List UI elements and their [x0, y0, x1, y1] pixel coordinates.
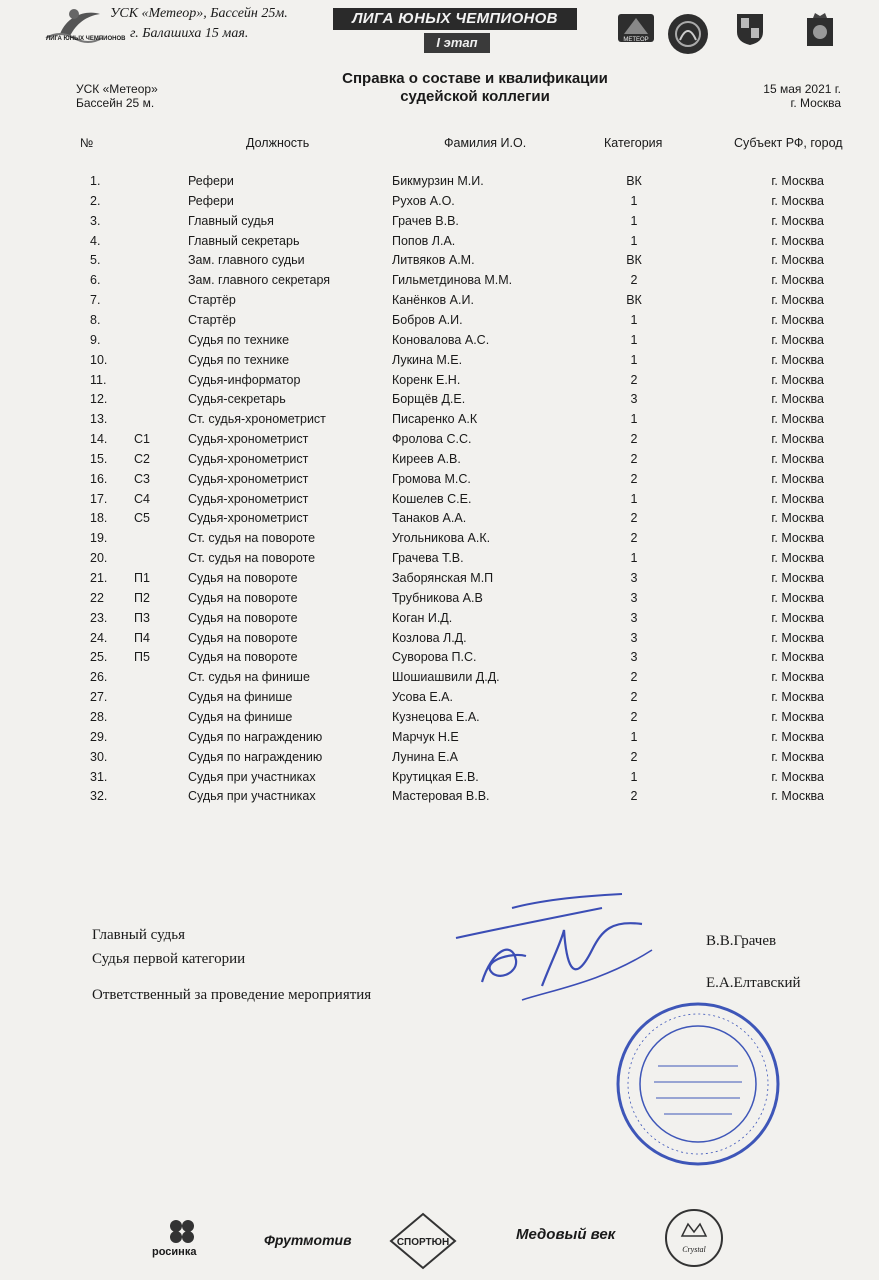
row-city: г. Москва: [771, 571, 824, 585]
row-number: 26.: [90, 670, 108, 685]
row-number: 27.: [90, 690, 108, 705]
row-city: г. Москва: [771, 352, 824, 367]
row-category: 2: [630, 531, 638, 546]
table-row: [0, 290, 879, 310]
row-code: П5: [134, 650, 150, 665]
table-row: [0, 667, 879, 687]
table-row: [0, 747, 879, 767]
row-number: 1.: [90, 174, 101, 188]
row-position: Стартёр: [188, 312, 236, 327]
row-category: ВК: [626, 253, 642, 268]
row-number: 22: [90, 590, 104, 605]
city-coat-of-arms-icon: [735, 12, 765, 46]
document-title-line2: судейской коллегии: [400, 88, 550, 105]
row-number: 18.: [90, 511, 108, 526]
row-name: Коган И.Д.: [392, 610, 453, 625]
row-city: г. Москва: [771, 451, 824, 466]
table-row: [0, 330, 879, 350]
row-number: 11.: [90, 372, 107, 387]
row-position: Судья на повороте: [188, 590, 298, 605]
stage-badge: I этап: [424, 33, 490, 53]
league-swimmer-logo-icon: [40, 4, 106, 50]
row-city: г. Москва: [771, 293, 824, 308]
row-position: Судья-хронометрист: [188, 491, 309, 506]
row-city: г. Москва: [771, 551, 824, 566]
table-row: [0, 250, 879, 270]
sponsor-medovy-vek: Медовый век: [516, 1226, 616, 1243]
document-title: [240, 70, 710, 106]
chief-role: [92, 926, 245, 968]
row-name: Заборянская М.П: [392, 571, 494, 585]
row-position: Стартёр: [188, 293, 236, 308]
row-name: Шошиашвили Д.Д.: [392, 670, 500, 685]
row-city: г. Москва: [771, 193, 824, 208]
row-city: г. Москва: [771, 233, 824, 248]
venue-block: [76, 82, 158, 110]
table-row: [0, 469, 879, 489]
row-number: 7.: [90, 293, 101, 308]
row-number: 4.: [90, 233, 101, 248]
header-venue: [110, 4, 288, 44]
row-position: Ст. судья на повороте: [188, 551, 316, 566]
row-city: г. Москва: [771, 213, 824, 228]
row-category: 1: [630, 233, 638, 248]
row-category: 2: [630, 670, 638, 685]
row-name: Коновалова А.С.: [392, 332, 490, 347]
row-name: Козлова Л.Д.: [392, 630, 467, 645]
document-title-line1: Справка о составе и квалификации: [342, 70, 608, 87]
table-row: [0, 727, 879, 747]
row-position: Судья по технике: [188, 332, 290, 347]
row-number: 17.: [90, 491, 108, 506]
row-position: Ст. судья-хронометрист: [188, 412, 326, 427]
table-row: [0, 528, 879, 548]
row-name: Канёнков А.И.: [392, 293, 474, 308]
table-row: [0, 767, 879, 787]
row-number: 31.: [90, 769, 108, 784]
table-row: [0, 628, 879, 648]
official-stamp-icon: [614, 1000, 782, 1168]
row-city: г. Москва: [771, 253, 824, 268]
responsible-role: Ответственный за проведение мероприятия: [92, 987, 372, 1003]
row-name: Бобров А.И.: [392, 312, 463, 327]
row-position: Главный судья: [188, 213, 274, 228]
table-row: [0, 350, 879, 370]
row-name: Писаренко А.К: [392, 412, 478, 427]
row-position: Судья при участниках: [188, 769, 316, 784]
row-code: С1: [134, 432, 150, 447]
row-category: 3: [630, 610, 638, 625]
row-category: 2: [630, 749, 638, 764]
row-number: 30.: [90, 749, 108, 764]
table-row: [0, 370, 879, 390]
row-number: 25.: [90, 650, 108, 665]
row-name: Попов Л.А.: [392, 233, 456, 248]
row-city: г. Москва: [771, 491, 824, 506]
row-position: Судья-хронометрист: [188, 432, 309, 447]
row-code: С4: [134, 491, 150, 506]
responsible-name: Е.А.Елтавский: [706, 975, 801, 991]
column-header-category: Категория: [604, 136, 663, 150]
document-date: 15 мая 2021 г.: [763, 82, 841, 96]
sponsor-rosinka: росинка: [152, 1246, 197, 1258]
row-name: Грачев В.В.: [392, 213, 459, 228]
table-row: [0, 588, 879, 608]
row-position: Судья на финише: [188, 690, 293, 705]
row-city: г. Москва: [771, 531, 824, 546]
row-position: Судья-хронометрист: [188, 451, 309, 466]
chief-role-line1: Главный судья: [92, 927, 186, 943]
row-category: 3: [630, 571, 638, 585]
row-number: 23.: [90, 610, 108, 625]
row-position: Судья-хронометрист: [188, 511, 309, 526]
table-row: [0, 231, 879, 251]
league-banner: ЛИГА ЮНЫХ ЧЕМПИОНОВ: [333, 8, 577, 30]
header-venue-line1: УСК «Метеор», Бассейн 25м.: [110, 6, 288, 21]
row-position: Судья-секретарь: [188, 392, 286, 407]
row-position: Зам. главного судьи: [188, 253, 305, 268]
row-city: г. Москва: [771, 590, 824, 605]
meteor-emblem-icon: [616, 12, 656, 44]
row-code: П2: [134, 590, 150, 605]
sponsor-frutmotiv: Фрутмотив: [264, 1232, 352, 1248]
row-city: г. Москва: [771, 312, 824, 327]
row-position: Главный секретарь: [188, 233, 300, 248]
row-name: Крутицкая Е.В.: [392, 769, 479, 784]
row-number: 10.: [90, 352, 108, 367]
row-category: 2: [630, 451, 638, 466]
row-city: г. Москва: [771, 769, 824, 784]
row-city: г. Москва: [771, 273, 824, 288]
table-row: [0, 449, 879, 469]
row-city: г. Москва: [771, 432, 824, 447]
table-row: [0, 191, 879, 211]
row-category: 1: [630, 491, 638, 506]
row-name: Кошелев С.Е.: [392, 491, 472, 506]
table-row: [0, 389, 879, 409]
sportyun-badge-icon: [389, 1212, 457, 1270]
sponsor-crystal: Crystal: [682, 1245, 706, 1254]
row-position: Судья на повороте: [188, 650, 298, 665]
row-city: г. Москва: [771, 392, 824, 407]
row-category: 2: [630, 432, 638, 447]
row-number: 29.: [90, 729, 108, 744]
row-category: 3: [630, 630, 638, 645]
row-position: Ст. судья на повороте: [188, 531, 316, 546]
row-name: Бикмурзин М.И.: [392, 174, 484, 188]
venue-line1: УСК «Метеор»: [76, 82, 158, 96]
row-city: г. Москва: [771, 610, 824, 625]
round-emblem-icon: [666, 12, 710, 56]
row-code: С5: [134, 511, 150, 526]
row-name: Киреев А.В.: [392, 451, 461, 466]
table-row: [0, 508, 879, 528]
row-name: Литвяков А.М.: [392, 253, 475, 268]
row-category: ВК: [626, 174, 642, 188]
row-category: 3: [630, 392, 638, 407]
table-row: [0, 687, 879, 707]
row-name: Мастеровая В.В.: [392, 789, 490, 804]
row-number: 15.: [90, 451, 108, 466]
row-position: Судья-хронометрист: [188, 471, 309, 486]
row-name: Лунина Е.А: [392, 749, 458, 764]
row-number: 5.: [90, 253, 101, 268]
row-category: 3: [630, 650, 638, 665]
row-category: 2: [630, 372, 638, 387]
row-name: Рухов А.О.: [392, 193, 455, 208]
row-name: Угольникова А.К.: [392, 531, 491, 546]
row-number: 3.: [90, 213, 101, 228]
row-city: г. Москва: [771, 749, 824, 764]
row-name: Танаков А.А.: [392, 511, 467, 526]
table-row: [0, 270, 879, 290]
column-header-name: Фамилия И.О.: [444, 136, 527, 150]
row-position: Рефери: [188, 174, 234, 188]
meteor-emblem-label: МЕТЕОР: [623, 37, 649, 43]
row-category: 2: [630, 511, 638, 526]
row-category: 3: [630, 590, 638, 605]
row-number: 6.: [90, 273, 101, 288]
row-position: Судья по награждению: [188, 729, 323, 744]
row-city: г. Москва: [771, 709, 824, 724]
table-row: [0, 647, 879, 667]
row-category: 2: [630, 709, 638, 724]
row-number: 14.: [90, 432, 108, 447]
row-category: 2: [630, 690, 638, 705]
row-city: г. Москва: [771, 412, 824, 427]
row-name: Марчук Н.Е: [392, 729, 459, 744]
document-city: г. Москва: [790, 96, 841, 110]
row-position: Судья при участниках: [188, 789, 316, 804]
row-name: Громова М.С.: [392, 471, 471, 486]
row-code: С2: [134, 451, 150, 466]
row-city: г. Москва: [771, 332, 824, 347]
row-number: 24.: [90, 630, 108, 645]
row-category: 1: [630, 213, 638, 228]
row-name: Усова Е.А.: [392, 690, 453, 705]
table-row: [0, 409, 879, 429]
row-position: Рефери: [188, 193, 234, 208]
row-number: 12.: [90, 392, 108, 407]
row-number: 13.: [90, 412, 108, 427]
row-position: Судья по награждению: [188, 749, 323, 764]
row-category: 1: [630, 332, 638, 347]
row-city: г. Москва: [771, 729, 824, 744]
table-row: [0, 568, 879, 588]
table-row: [0, 211, 879, 231]
table-row: [0, 608, 879, 628]
table-row: [0, 786, 879, 806]
row-category: 2: [630, 273, 638, 288]
row-number: 19.: [90, 531, 108, 546]
handwritten-signature-icon: [452, 890, 662, 1010]
row-city: г. Москва: [771, 690, 824, 705]
row-position: Судья на финише: [188, 709, 293, 724]
row-number: 9.: [90, 332, 101, 347]
row-position: Судья по технике: [188, 352, 290, 367]
row-category: 1: [630, 352, 638, 367]
league-logo-text: ЛИГА ЮНЫХ ЧЕМПИОНОВ: [46, 36, 126, 42]
row-position: Судья на повороте: [188, 571, 298, 585]
row-number: 32.: [90, 789, 108, 804]
row-number: 2.: [90, 193, 101, 208]
venue-line2: Бассейн 25 м.: [76, 96, 155, 110]
row-city: г. Москва: [771, 630, 824, 645]
row-city: г. Москва: [771, 174, 824, 188]
row-city: г. Москва: [771, 789, 824, 804]
chief-name: В.В.Грачев: [706, 933, 777, 949]
header-venue-line2: г. Балашиха 15 мая.: [130, 26, 249, 41]
row-code: П3: [134, 610, 150, 625]
row-name: Кузнецова Е.А.: [392, 709, 480, 724]
column-header-city: Субъект РФ, город: [734, 136, 843, 150]
table-row: [0, 429, 879, 449]
chief-role-line2: Судья первой категории: [92, 951, 246, 967]
row-name: Борщёв Д.Е.: [392, 392, 466, 407]
row-name: Гильметдинова М.М.: [392, 273, 513, 288]
row-city: г. Москва: [771, 650, 824, 665]
row-number: 16.: [90, 471, 108, 486]
row-city: г. Москва: [771, 471, 824, 486]
table-row: [0, 489, 879, 509]
row-city: г. Москва: [771, 670, 824, 685]
row-number: 28.: [90, 709, 108, 724]
row-category: 1: [630, 729, 638, 744]
row-position: Судья на повороте: [188, 630, 298, 645]
row-category: 2: [630, 789, 638, 804]
row-position: Судья-информатор: [188, 372, 301, 387]
crystal-badge-icon: [664, 1208, 724, 1268]
row-category: 1: [630, 193, 638, 208]
row-category: 1: [630, 412, 638, 427]
row-category: 2: [630, 471, 638, 486]
table-row: [0, 171, 879, 191]
row-name: Грачева Т.В.: [392, 551, 464, 566]
row-position: Зам. главного секретаря: [188, 273, 331, 288]
row-name: Трубникова А.В: [392, 590, 483, 605]
row-city: г. Москва: [771, 511, 824, 526]
row-number: 20.: [90, 551, 108, 566]
table-row: [0, 548, 879, 568]
column-header-num: №: [80, 136, 94, 150]
row-category: 1: [630, 312, 638, 327]
row-name: Коренк Е.Н.: [392, 372, 461, 387]
rosinka-flower-icon: [162, 1216, 202, 1246]
row-code: П4: [134, 630, 150, 645]
row-code: П1: [134, 571, 150, 585]
row-position: Судья на повороте: [188, 610, 298, 625]
row-category: 1: [630, 769, 638, 784]
row-name: Лукина М.Е.: [392, 352, 463, 367]
row-position: Ст. судья на финише: [188, 670, 310, 685]
row-number: 8.: [90, 312, 101, 327]
date-block: [700, 82, 841, 110]
sponsor-sportyun: СПОРТЮН: [396, 1237, 450, 1248]
row-code: С3: [134, 471, 150, 486]
row-category: 1: [630, 551, 638, 566]
row-name: Суворова П.С.: [392, 650, 477, 665]
table-row: [0, 310, 879, 330]
row-number: 21.: [90, 571, 108, 585]
column-header-position: Должность: [246, 136, 310, 150]
row-category: ВК: [626, 293, 642, 308]
region-coat-of-arms-icon: [805, 12, 835, 48]
row-city: г. Москва: [771, 372, 824, 387]
table-row: [0, 707, 879, 727]
row-name: Фролова С.С.: [392, 432, 472, 447]
